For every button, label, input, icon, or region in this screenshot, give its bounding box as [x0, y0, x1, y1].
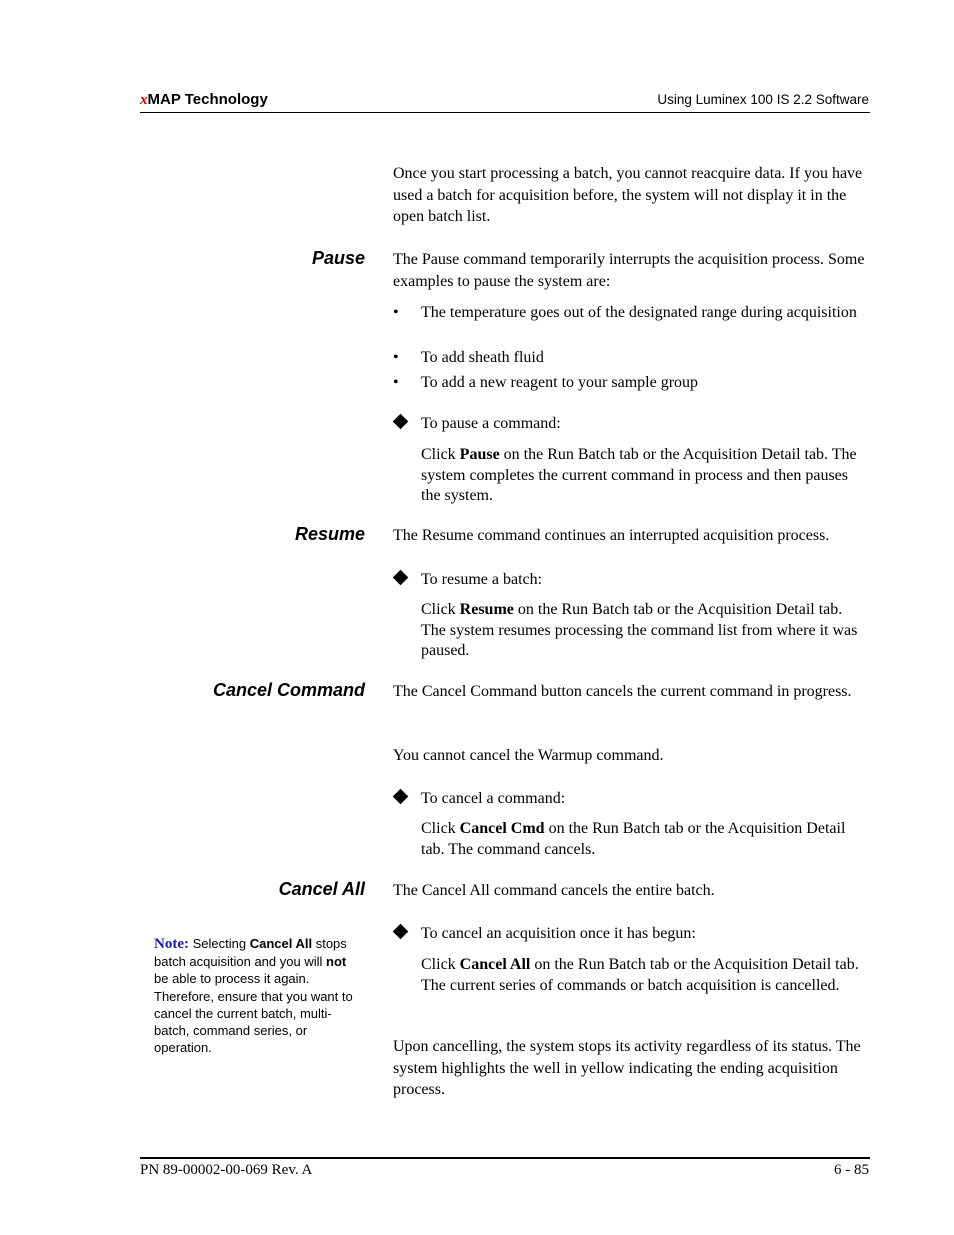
resume-procedure-title: To resume a batch:: [421, 571, 543, 588]
header-doc-title: Using Luminex 100 IS 2.2 Software: [657, 92, 869, 107]
pause-bullet-3: To add a new reagent to your sample group: [421, 374, 699, 391]
bullet-marker: •: [393, 374, 399, 391]
margin-note: Note: Selecting Cancel All stops batch acquisition and you will not be able to process it again. Therefore, ensure that you want to cancel the current batch, multi-batch, command series, or operation.: [154, 936, 353, 1056]
brand-prefix: x: [140, 92, 148, 108]
note-label: Note:: [154, 936, 189, 952]
diamond-bullet-icon: [393, 414, 409, 430]
section-heading-pause: Pause: [311, 248, 365, 268]
cancel-all-closing-paragraph: Upon cancelling, the system stops its activity regardless of its status. The system highlights the well in yellow indicating the ending acquisition process.: [393, 1038, 861, 1098]
footer-page-number: 6 - 85: [834, 1162, 869, 1178]
bullet-marker: •: [393, 304, 399, 321]
diamond-bullet-icon: [393, 789, 409, 805]
pause-bullet-2: To add sheath fluid: [421, 349, 544, 366]
diamond-bullet-icon: [393, 570, 409, 586]
cancel-command-warmup-note: You cannot cancel the Warmup command.: [393, 747, 664, 764]
resume-procedure-step: Click Resume on the Run Batch tab or the Acquisition Detail tab. The system resumes processing the command list from where it was paused.: [421, 601, 858, 659]
pause-command-name: Pause: [459, 446, 500, 463]
header-rule: [140, 112, 870, 113]
brand-name: MAP Technology: [147, 91, 268, 108]
resume-description: The Resume command continues an interrupted acquisition process.: [393, 527, 830, 544]
footer-rule: [140, 1157, 870, 1159]
pause-procedure-step: Click Pause on the Run Batch tab or the Acquisition Detail tab. The system completes the current command in process and then pauses the system.: [421, 446, 857, 504]
cancel-all-procedure-title: To cancel an acquisition once it has begun:: [421, 925, 696, 942]
section-heading-cancel-command: Cancel Command: [212, 680, 365, 700]
pause-description: The Pause command temporarily interrupts the acquisition process. Some examples to pause the system are:: [393, 251, 865, 290]
cancel-command-procedure-step: Click Cancel Cmd on the Run Batch tab or the Acquisition Detail tab. The command cancels.: [421, 820, 846, 858]
cancel-cmd-command-name: Cancel Cmd: [459, 820, 545, 837]
pause-procedure-title: To pause a command:: [421, 415, 561, 432]
header-brand: [140, 91, 268, 109]
cancel-command-description: The Cancel Command button cancels the current command in progress.: [393, 683, 852, 700]
diamond-bullet-icon: [393, 924, 409, 940]
cancel-all-procedure-step: Click Cancel All on the Run Batch tab or the Acquisition Detail tab. The current series of commands or batch acquisition is cancelled.: [421, 956, 859, 994]
resume-command-name: Resume: [459, 601, 514, 618]
bullet-marker: •: [393, 349, 399, 366]
section-heading-resume: Resume: [294, 524, 365, 544]
footer-part-number: PN 89-00002-00-069 Rev. A: [140, 1162, 313, 1178]
cancel-all-description: The Cancel All command cancels the entire batch.: [393, 882, 715, 899]
section-heading-cancel-all: Cancel All: [278, 879, 365, 899]
pause-bullet-1: The temperature goes out of the designated range during acquisition: [421, 304, 857, 321]
cancel-all-command-name: Cancel All: [459, 956, 531, 973]
cancel-command-procedure-title: To cancel a command:: [421, 790, 566, 807]
intro-paragraph: Once you start processing a batch, you cannot reacquire data. If you have used a batch for acquisition before, the system will not display it in the open batch list.: [393, 165, 863, 225]
